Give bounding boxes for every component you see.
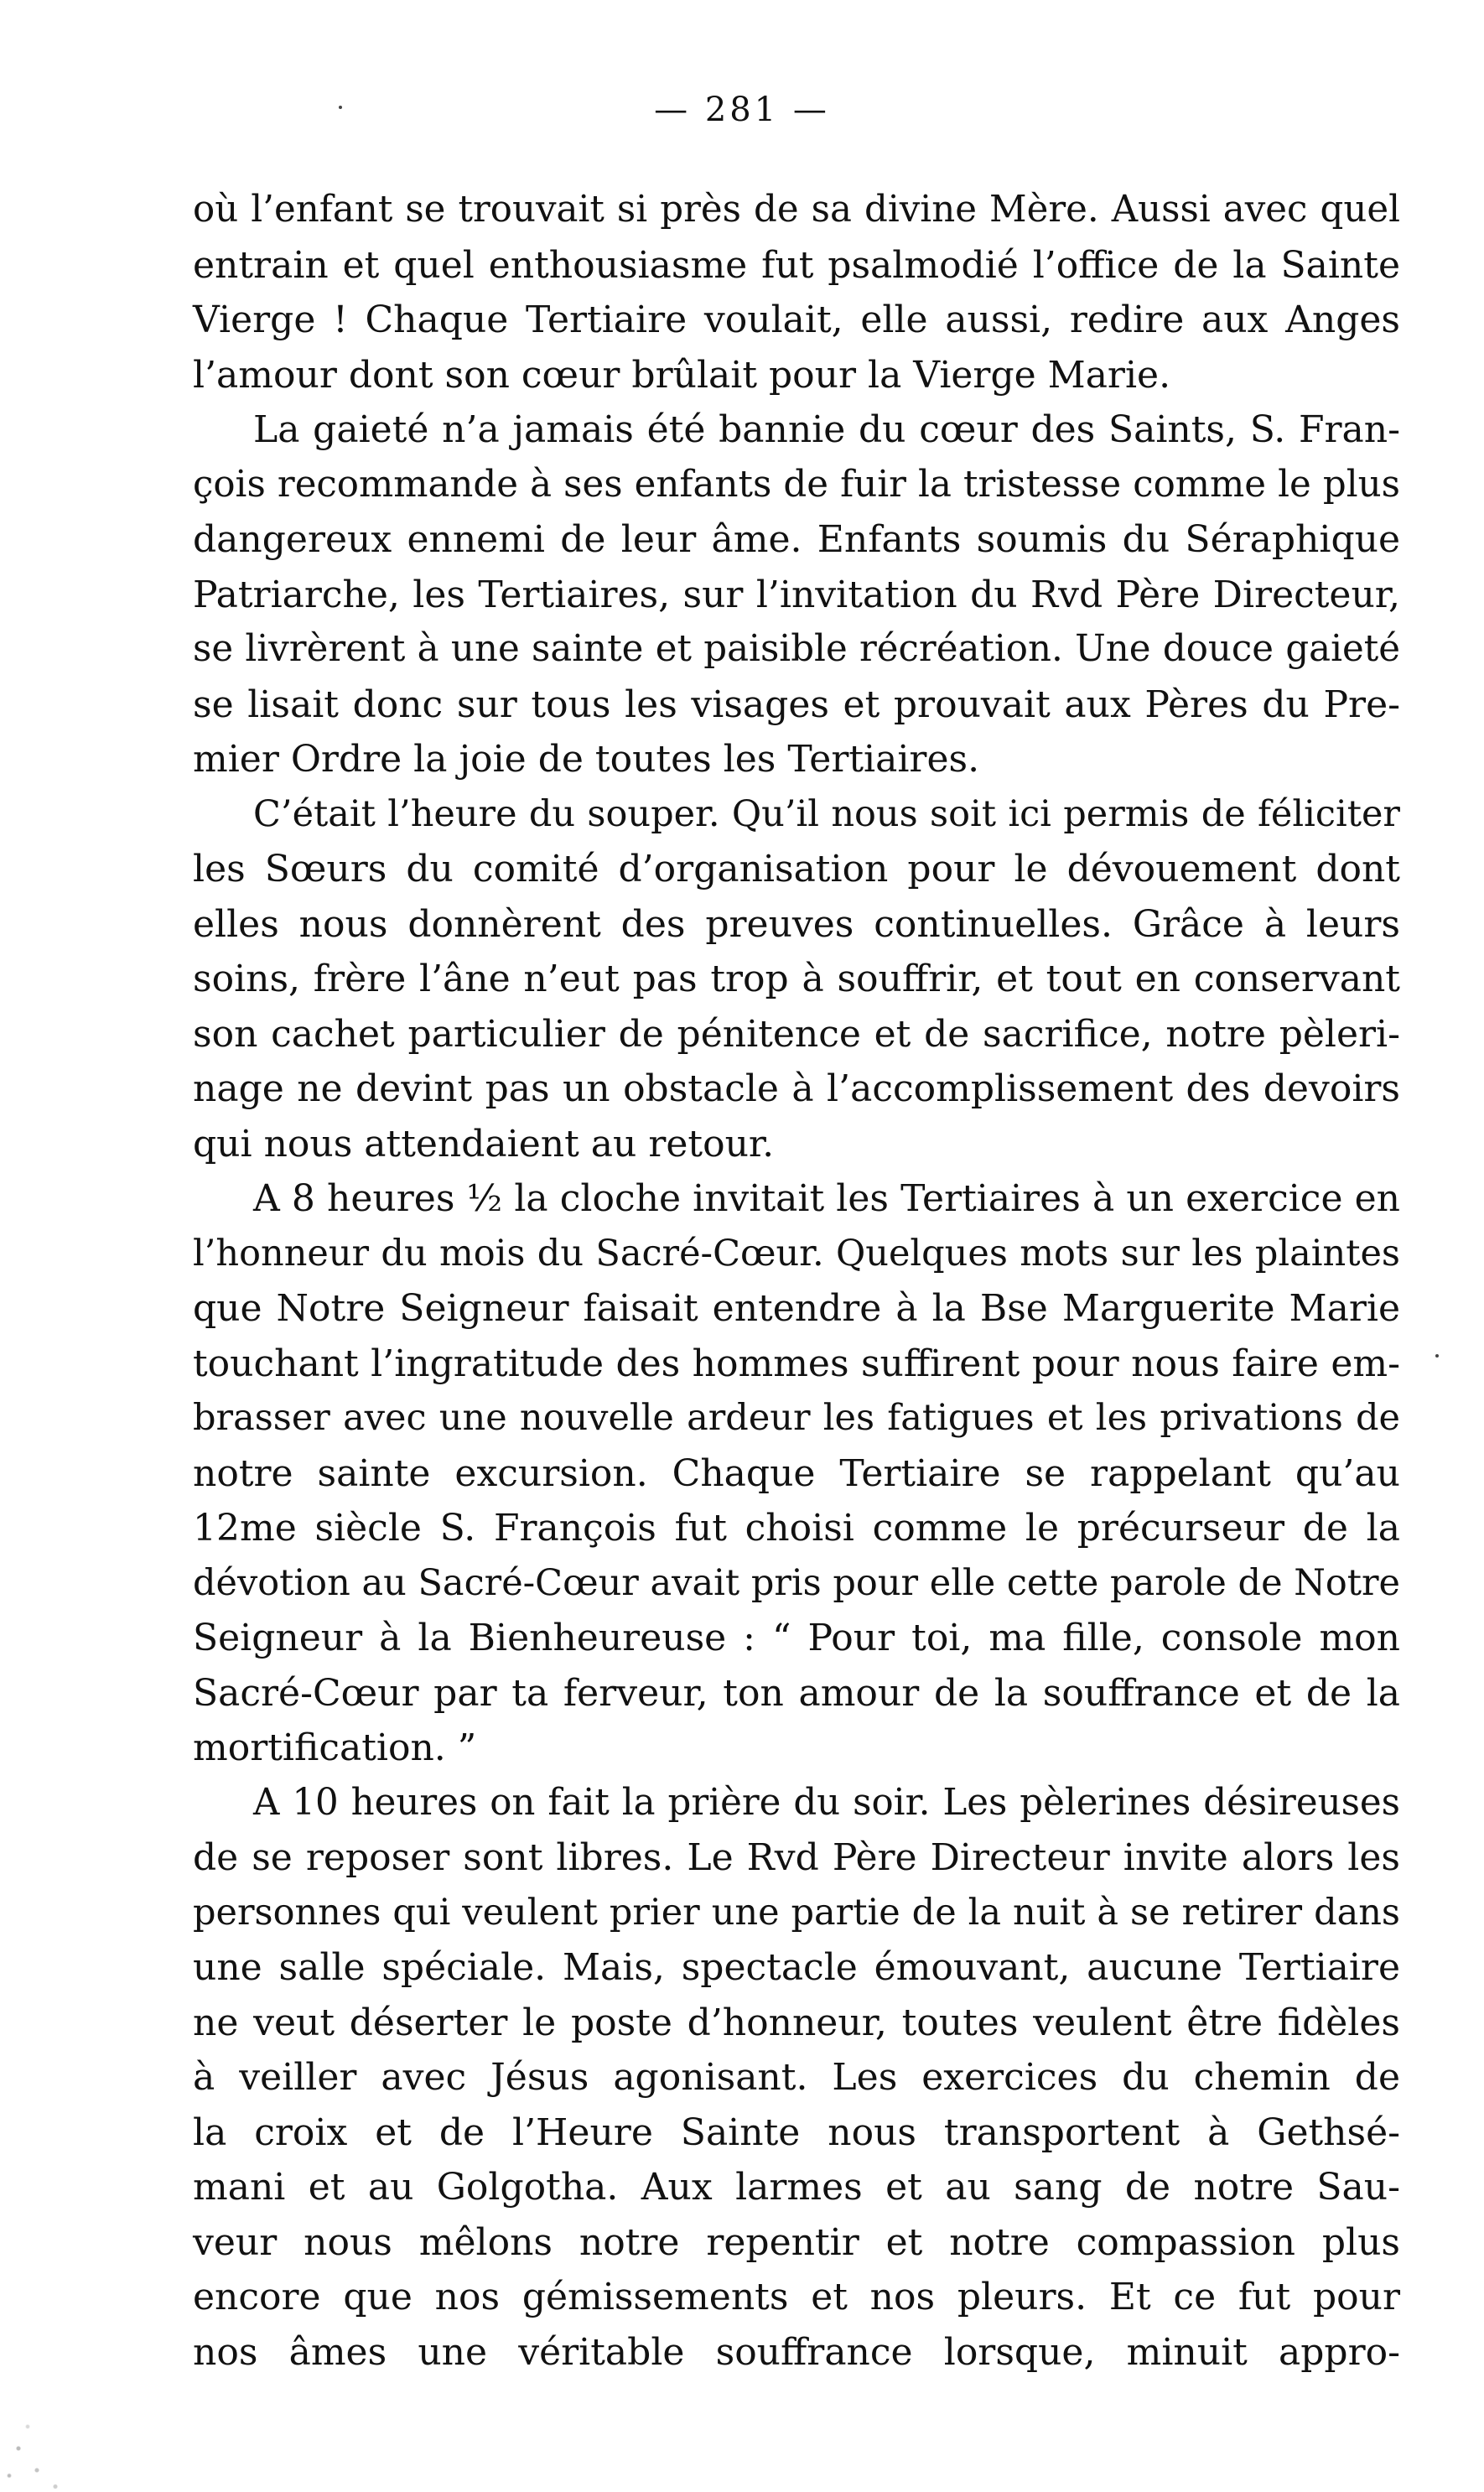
text-line: l’amour dont son cœur brûlait pour la Vierge Marie. [193, 353, 1171, 397]
text-line: mortification. ” [193, 1726, 477, 1769]
text-line: brasser avec une nouvelle ardeur les fatigues et les privations de [193, 1397, 1400, 1439]
text-line: son cachet particulier de pénitence et de sacrifice, notre pèleri- [193, 1012, 1400, 1056]
text-line: A 10 heures on fait la prière du soir. Les pèlerines désireuses [253, 1781, 1400, 1824]
scan-speckle [0, 2383, 92, 2492]
text-line: entrain et quel enthousiasme fut psalmodié l’office de la Sainte [193, 243, 1400, 287]
text-line: touchant l’ingratitude des hommes suffirent pour nous faire em- [193, 1342, 1400, 1385]
speck-mark [1435, 1354, 1439, 1358]
text-line: les Sœurs du comité d’organisation pour le dévouement dont [193, 848, 1400, 890]
text-line: se livrèrent à une sainte et paisible récréation. Une douce gaieté [193, 628, 1400, 670]
text-line: encore que nos gémissements et nos pleurs. Et ce fut pour [193, 2276, 1400, 2318]
text-line: elles nous donnèrent des preuves continuelles. Grâce à leurs [193, 902, 1400, 946]
text-line: de se reposer sont libres. Le Rvd Père Directeur invite alors les [193, 1836, 1400, 1879]
text-line: veur nous mêlons notre repentir et notre compassion plus [193, 2220, 1400, 2264]
text-line: que Notre Seigneur faisait entendre à la Bse Marguerite Marie [193, 1287, 1400, 1330]
body-text [193, 183, 1400, 2380]
text-line: qui nous attendaient au retour. [193, 1122, 775, 1166]
text-line: çois recommande à ses enfants de fuir la tristesse comme le plus [193, 463, 1400, 506]
text-line: notre sainte excursion. Chaque Tertiaire se rappelant qu’au [193, 1451, 1400, 1495]
text-line: 12me siècle S. François fut choisi comme le précurseur de la [193, 1507, 1400, 1550]
text-line: Vierge ! Chaque Tertiaire voulait, elle aussi, redire aux Anges [193, 299, 1400, 341]
speck-mark [339, 106, 342, 109]
text-line: nage ne devint pas un obstacle à l’accomplissement des devoirs [193, 1067, 1400, 1110]
text-line: mani et au Golgotha. Aux larmes et au sang de notre Sau- [193, 2166, 1400, 2209]
text-line: dévotion au Sacré-Cœur avait pris pour elle cette parole de Notre [193, 1561, 1400, 1604]
text-line: Seigneur à la Bienheureuse : “ Pour toi, ma fille, console mon [193, 1617, 1400, 1659]
text-line: personnes qui veulent prier une partie de la nuit à se retirer dans [193, 1891, 1400, 1934]
text-line: se lisait donc sur tous les visages et prouvait aux Pères du Pre- [193, 683, 1400, 726]
page-number: — 281 — [654, 91, 830, 129]
text-line: mier Ordre la joie de toutes les Tertiaires. [193, 738, 980, 781]
text-line: Patriarche, les Tertiaires, sur l’invitation du Rvd Père Directeur, [193, 573, 1400, 616]
text-line: C’était l’heure du souper. Qu’il nous soit ici permis de féliciter [253, 792, 1400, 835]
text-line: la croix et de l’Heure Sainte nous transportent à Gethsé- [193, 2110, 1400, 2154]
text-line: A 8 heures ½ la cloche invitait les Tertiaires à un exercice en [253, 1177, 1400, 1220]
text-line: ne veut déserter le poste d’honneur, toutes veulent être fidèles [193, 2001, 1400, 2044]
text-line: où l’enfant se trouvait si près de sa divine Mère. Aussi avec quel [193, 189, 1400, 231]
text-line: une salle spéciale. Mais, spectacle émouvant, aucune Tertiaire [193, 1946, 1400, 1989]
text-line: à veiller avec Jésus agonisant. Les exercices du chemin de [193, 2056, 1400, 2099]
text-line: nos âmes une véritable souffrance lorsque, minuit appro- [193, 2330, 1400, 2374]
text-line: soins, frère l’âne n’eut pas trop à souffrir, et tout en conservant [193, 958, 1400, 1000]
text-line: La gaieté n’a jamais été bannie du cœur des Saints, S. Fran- [253, 408, 1400, 451]
text-line: l’honneur du mois du Sacré-Cœur. Quelques mots sur les plaintes [193, 1232, 1400, 1275]
text-line: Sacré-Cœur par ta ferveur, ton amour de la souffrance et de la [193, 1671, 1400, 1715]
text-line: dangereux ennemi de leur âme. Enfants soumis du Séraphique [193, 518, 1400, 561]
